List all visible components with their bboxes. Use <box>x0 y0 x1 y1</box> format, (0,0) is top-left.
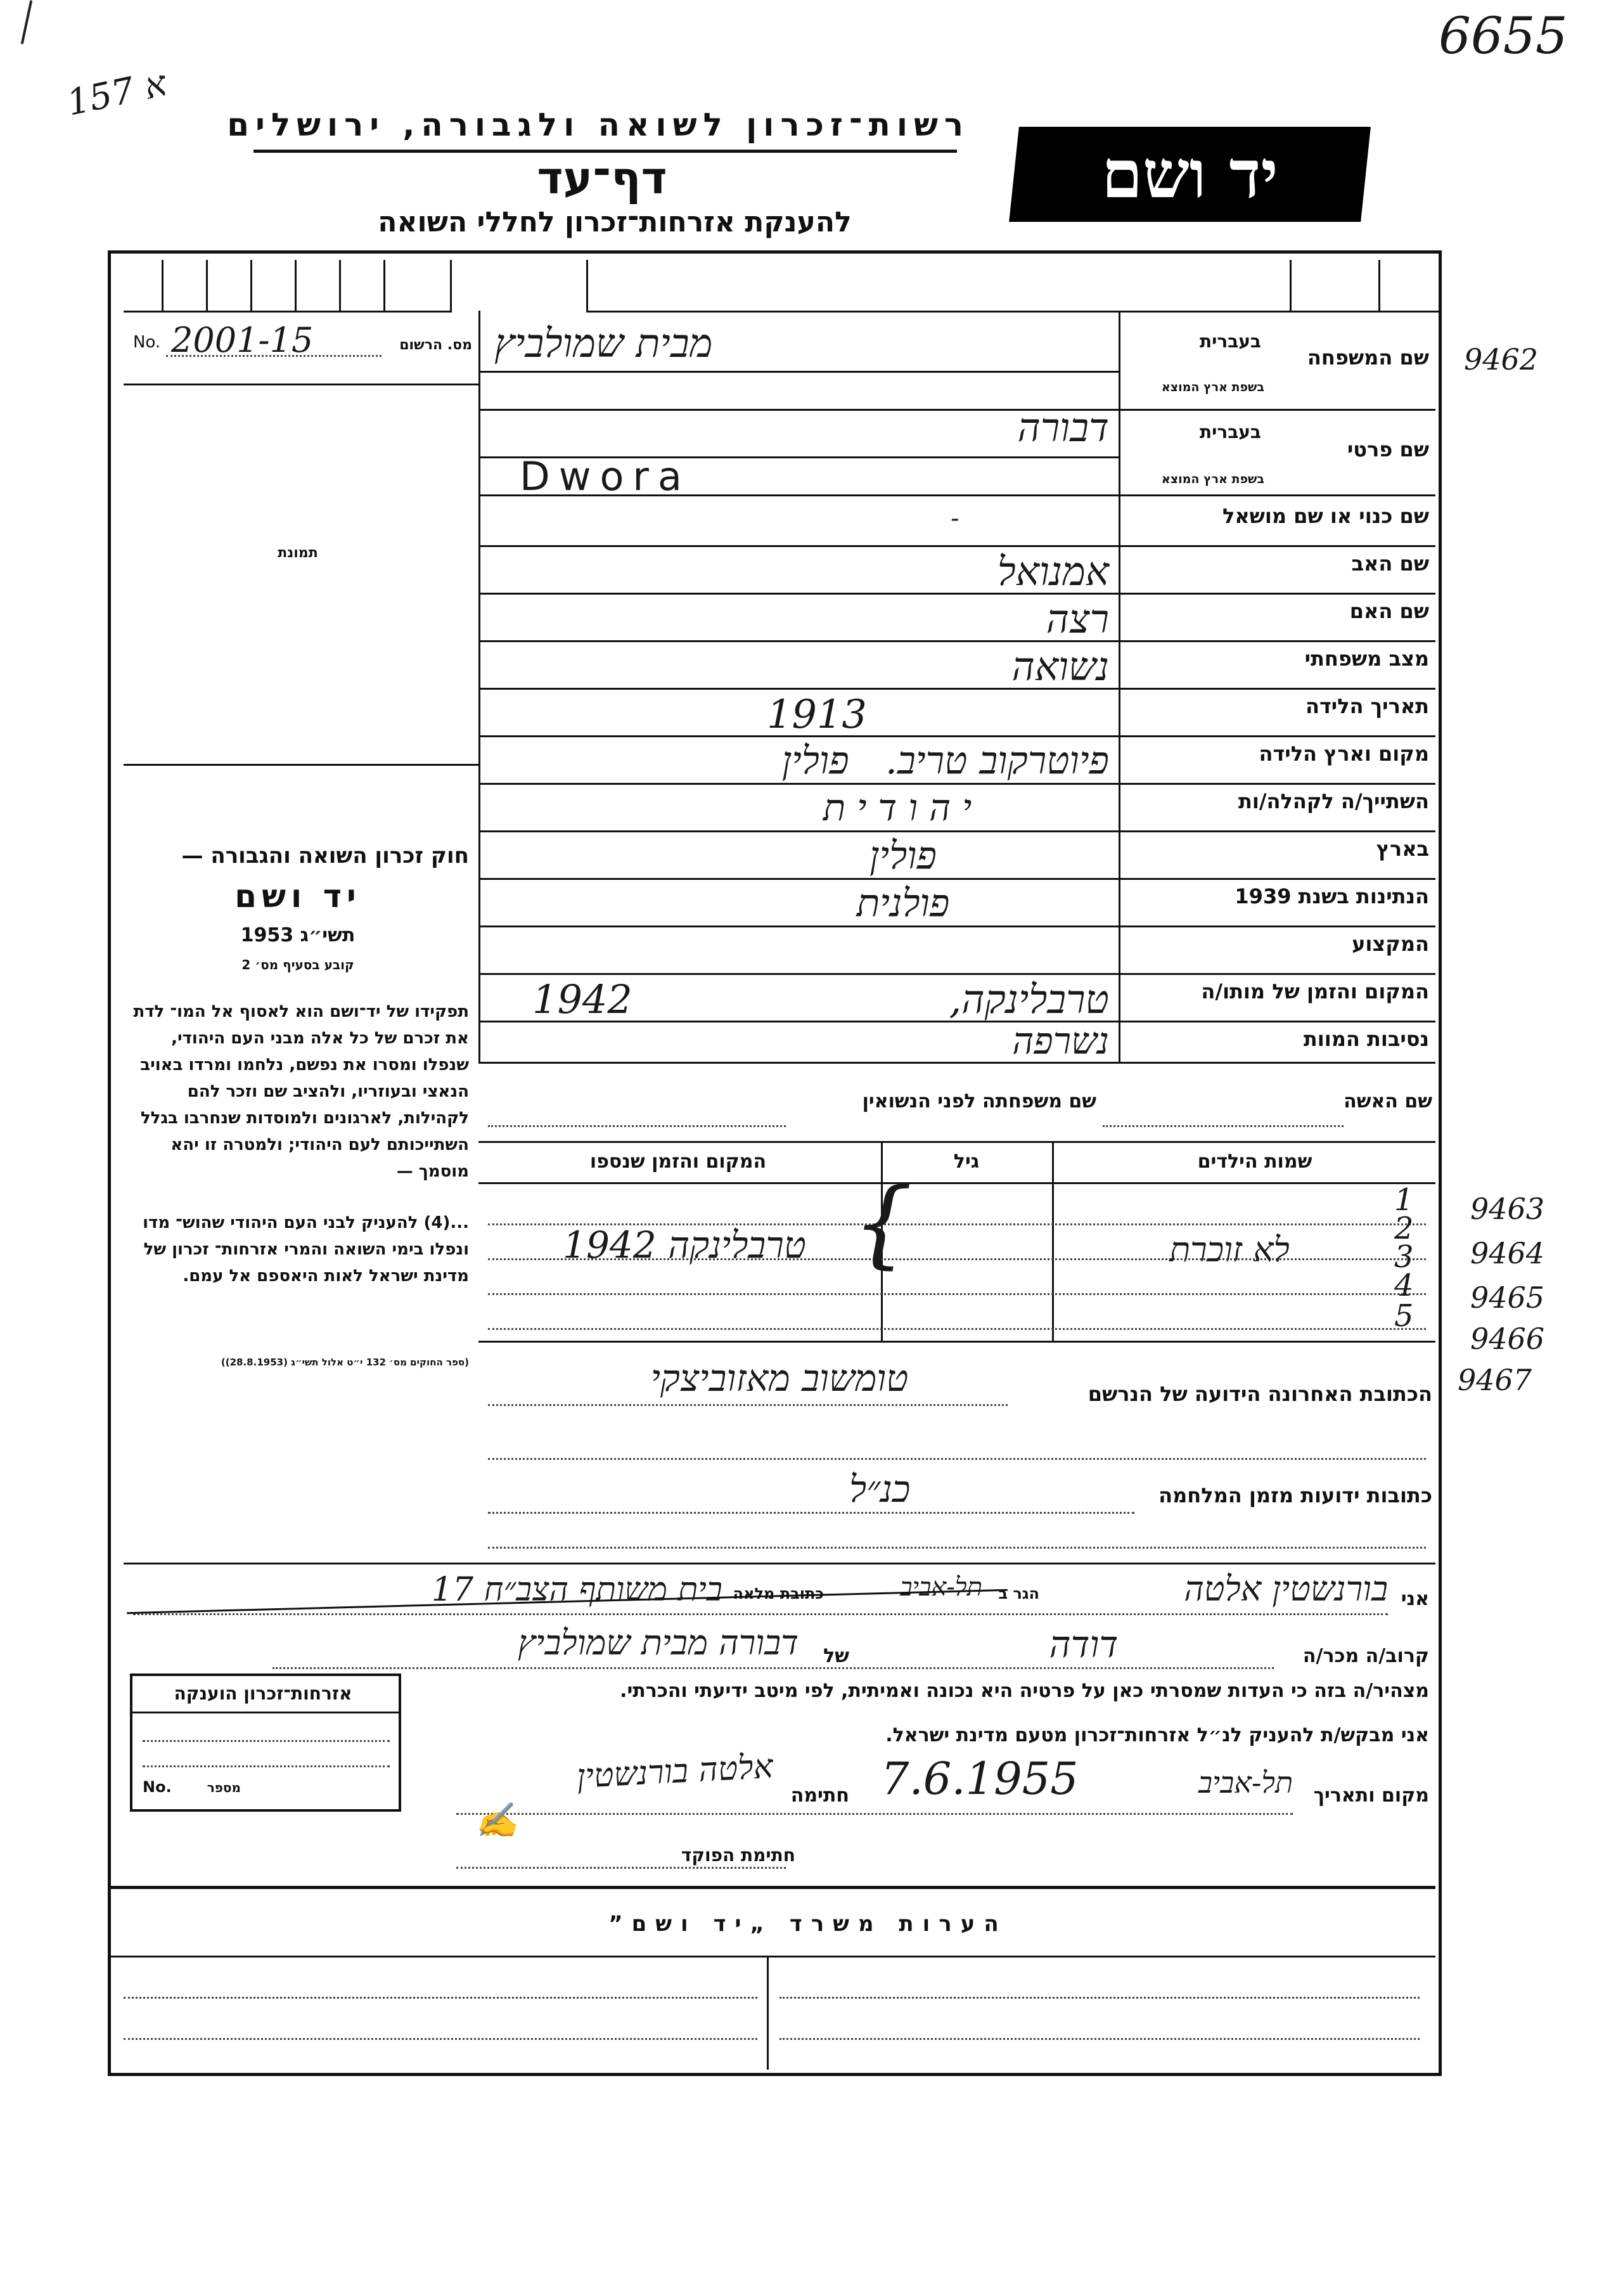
country-value: פולין <box>869 834 937 878</box>
side-number-1: 9462 <box>1464 342 1539 377</box>
spouse-row-bottom <box>478 1141 1435 1143</box>
surname-hebrew-value: מבית שמולביץ <box>494 320 713 366</box>
child-number-2: 2 <box>1394 1211 1414 1246</box>
surname-sub-hebrew: בעברית <box>1199 331 1261 352</box>
war-address-value: כנ״ל <box>849 1467 911 1511</box>
law-name: יד ושם <box>234 878 361 915</box>
top-grid-strip <box>124 260 1451 311</box>
death-circumstance-value: נשרפה <box>1012 1019 1109 1062</box>
citizenship-no-label: מספר <box>207 1780 241 1795</box>
of-label: של <box>823 1645 849 1667</box>
citizenship-box-dotline-1 <box>143 1740 390 1742</box>
father-name-value: אמנואל <box>997 548 1109 595</box>
date-value: 7.6.1955 <box>881 1753 1079 1805</box>
mother-name-value: רצה <box>1046 596 1109 642</box>
children-place-header: המקום והזמן שנספו <box>589 1151 767 1173</box>
declaration-top-line <box>124 1563 1435 1564</box>
last-address-value: טומשוב מאזוביצקי <box>650 1357 909 1400</box>
war-address-dotline-2 <box>488 1547 1426 1549</box>
form-title: דף־עד <box>537 152 667 204</box>
form-subtitle: להענקת אזרחות־זכרון לחללי השואה <box>378 206 852 238</box>
citizenship-1939-value: פולנית <box>856 881 950 925</box>
children-col-divider-2 <box>1052 1141 1054 1341</box>
law-text-continued: ...(4) להעניק לבני העם היהודי שהוש־ מדו ונפלו בימי השואה והמרי אזרחות־ זכרון של מדינת ישראל לאות היאספם אל עמם. <box>143 1213 469 1286</box>
citizenship-box-title: אזרחות־זכרון הוענקה <box>174 1683 352 1704</box>
yad-vashem-logo <box>1009 127 1371 222</box>
officer-signature-mark: ✍ <box>475 1800 518 1840</box>
birthplace-row-bottom <box>478 783 1435 785</box>
nickname-value: - <box>951 504 959 533</box>
death-circumstance-label: נסיבות המוות <box>1303 1027 1429 1051</box>
label-column-divider <box>1119 311 1120 1062</box>
birthplace-value: פיוטרקוב טריב. פולין <box>781 738 1109 783</box>
surname-label: שם המשפחה <box>1307 345 1429 370</box>
citizenship-1939-label: הנתינות בשנת 1939 <box>1235 884 1429 908</box>
father-name-label: שם האב <box>1351 551 1429 576</box>
office-notes-divider <box>767 1956 769 2070</box>
full-address-value: בית משותף הצב״ח 17 <box>431 1571 722 1609</box>
children-bracket: { <box>852 1168 913 1279</box>
community-label: השתייך/ה לקהלה/ות <box>1238 789 1429 813</box>
side-number-5: 9466 <box>1470 1322 1545 1356</box>
of-value: דבורה מבית שמולביץ <box>518 1623 799 1663</box>
declarant-dotline <box>133 1613 1388 1615</box>
last-address-dotline <box>488 1404 1008 1406</box>
war-address-label: כתובות ידועות מזמן המלחמה <box>1158 1483 1432 1507</box>
firstname-latin-value: Dwora <box>520 453 691 500</box>
office-notes-right-line-1 <box>780 1997 1420 1999</box>
country-row-bottom <box>478 878 1435 880</box>
officer-signature-dotline <box>456 1867 786 1869</box>
wife-name-label: שם האשה <box>1344 1090 1432 1113</box>
place-value: תל-אביב <box>1198 1765 1293 1800</box>
office-notes-title: הערות משרד „יד ושם” <box>608 1911 1008 1937</box>
citizenship-row-bottom <box>478 925 1435 927</box>
children-place-value: טרבלינקה 1942 <box>563 1223 806 1267</box>
child-number-3: 3 <box>1394 1239 1414 1275</box>
residing-label: הגר ב <box>998 1585 1039 1603</box>
i-label: אני <box>1401 1588 1429 1610</box>
maiden-name-dotline <box>488 1125 786 1127</box>
authority-name: רשות־זכרון לשואה ולגבורה, ירושלים <box>227 106 970 143</box>
profession-label: המקצוע <box>1352 932 1429 956</box>
firstname-sub-hebrew: בעברית <box>1199 422 1261 442</box>
office-notes-header-line <box>111 1956 1435 1957</box>
signature-dotline <box>456 1813 1293 1815</box>
birthdate-row-bottom <box>478 735 1435 737</box>
war-address-dotline <box>488 1512 1134 1514</box>
marital-status-label: מצב משפחתי <box>1304 647 1429 671</box>
side-number-2: 9463 <box>1470 1192 1545 1226</box>
office-notes-left-line-1 <box>124 1997 757 1999</box>
law-title: חוק זכרון השואה והגבורה — <box>181 843 469 868</box>
side-number-6: 9467 <box>1458 1363 1532 1397</box>
child-number-4: 4 <box>1394 1268 1414 1303</box>
citizenship-box-divider <box>130 1712 400 1713</box>
full-address-label: כתובת מלאה <box>733 1585 824 1603</box>
side-number-4: 9465 <box>1470 1280 1545 1315</box>
office-notes-top-line <box>111 1886 1435 1889</box>
officer-signature-label: חתימת הפוקד <box>681 1845 795 1866</box>
birthplace-label: מקום וארץ הלידה <box>1259 742 1429 766</box>
statement-text: מצהיר/ה בזה כי העדות שמסרתי כאן על פרטיה היא נכונה ואמיתית, לפי מיטב ידיעתי והכרתי. <box>620 1680 1429 1702</box>
citizenship-no-prefix: No. <box>143 1778 172 1796</box>
residing-value: תל-אביב <box>900 1573 982 1602</box>
nickname-row-bottom <box>478 545 1435 547</box>
children-table-bottom <box>478 1341 1435 1343</box>
birthdate-label: תאריך הלידה <box>1305 694 1429 718</box>
law-text: תפקידו של יד־ושם הוא לאסוף אל המו־ לדת את זכרם של כל אלה מבני העם היהודי, שנפלו ומסרו את נפשם, נלחמו ומרדו באויב הנאצי ובעוזריו, ולהציב שם וזכר להם לקהילות, לארגונים ולמוסדות שנחרבו בגלל השתייכותם לעם היהודי; ולמטרה זו יהא מוסמך — <box>133 1002 469 1181</box>
photo-label: תמונת <box>278 545 318 561</box>
last-address-dotline-2 <box>488 1458 1426 1460</box>
signature-label: חתימה <box>790 1784 849 1807</box>
marital-status-value: נשואה <box>1011 643 1109 690</box>
children-age-header: גיל <box>953 1151 980 1173</box>
firstname-sub-origin: בשפת ארץ המוצא <box>1161 472 1264 486</box>
registration-number: 2001-15 <box>171 320 314 360</box>
relative-label: קרוב/ה מכר/ה <box>1302 1645 1429 1667</box>
side-number-3: 9464 <box>1470 1236 1545 1270</box>
death-place-value: טרבלינקה, <box>949 976 1109 1022</box>
community-value: יהודית <box>823 786 984 829</box>
corner-note: 157 א <box>63 63 170 124</box>
photo-box-bottom <box>124 764 478 766</box>
children-names-value: לא זוכרת <box>1169 1230 1290 1270</box>
birthdate-value: 1913 <box>767 691 867 737</box>
citizenship-box-dotline-2 <box>143 1765 390 1767</box>
relative-value: דודה <box>1049 1623 1119 1666</box>
registration-label: מס. הרשום <box>399 337 472 353</box>
wife-name-dotline <box>1103 1125 1344 1127</box>
surname-hebrew-line <box>478 371 1119 373</box>
office-notes-left-line-2 <box>124 2038 757 2040</box>
children-row-4 <box>488 1328 1426 1330</box>
children-row-3 <box>488 1293 1426 1295</box>
child-number-1: 1 <box>1394 1182 1414 1218</box>
declarant-name-value: בורנשטין אלטה <box>1184 1569 1388 1609</box>
mother-name-label: שם האם <box>1349 599 1429 623</box>
profession-row-bottom <box>478 973 1435 975</box>
maiden-name-label: שם משפחתה לפני הנשואין <box>862 1090 1096 1113</box>
logo-text: יד ושם <box>1101 135 1278 213</box>
death-place-label: המקום והזמן של מותו/ה <box>1201 979 1429 1003</box>
firstname-label: שם פרטי <box>1347 437 1429 461</box>
law-year: תשי״ג 1953 <box>240 924 356 946</box>
law-reference: (ספר החוקים מס׳ 132 י״ט אלול תשי״ג (28.8.1953)) <box>221 1357 469 1368</box>
left-panel-divider <box>478 311 480 1062</box>
request-text: אני מבקש/ת להעניק לנ״ל אזרחות־זכרון מטעם מדינת ישראל. <box>885 1724 1429 1746</box>
office-notes-right-line-2 <box>780 2038 1420 2040</box>
child-number-5: 5 <box>1394 1298 1414 1334</box>
firstname-hebrew-value: דבורה <box>1017 404 1109 451</box>
surname-sub-origin: בשפת ארץ המוצא <box>1161 380 1264 394</box>
place-date-label: מקום ותאריך <box>1313 1784 1429 1807</box>
nickname-label: שם כנוי או שם מושאל <box>1222 504 1429 528</box>
relative-dotline <box>273 1667 1274 1669</box>
archive-number: 6655 <box>1439 6 1568 65</box>
registration-dotline <box>166 355 382 357</box>
death-year-value: 1942 <box>532 976 632 1022</box>
pen-mark <box>21 0 32 44</box>
signature-value: אלטה בורנשטין <box>575 1747 774 1796</box>
law-clause: קובע בסעיף מס׳ 2 <box>241 957 354 972</box>
registration-prefix: No. <box>133 333 161 352</box>
registration-line <box>124 384 478 385</box>
children-names-header: שמות הילדים <box>1197 1151 1312 1173</box>
children-header-line <box>478 1182 1435 1184</box>
last-address-label: הכתובת האחרונה הידועה של הנרשם <box>1088 1382 1432 1406</box>
community-row-bottom <box>478 830 1435 832</box>
country-label: בארץ <box>1376 837 1429 861</box>
